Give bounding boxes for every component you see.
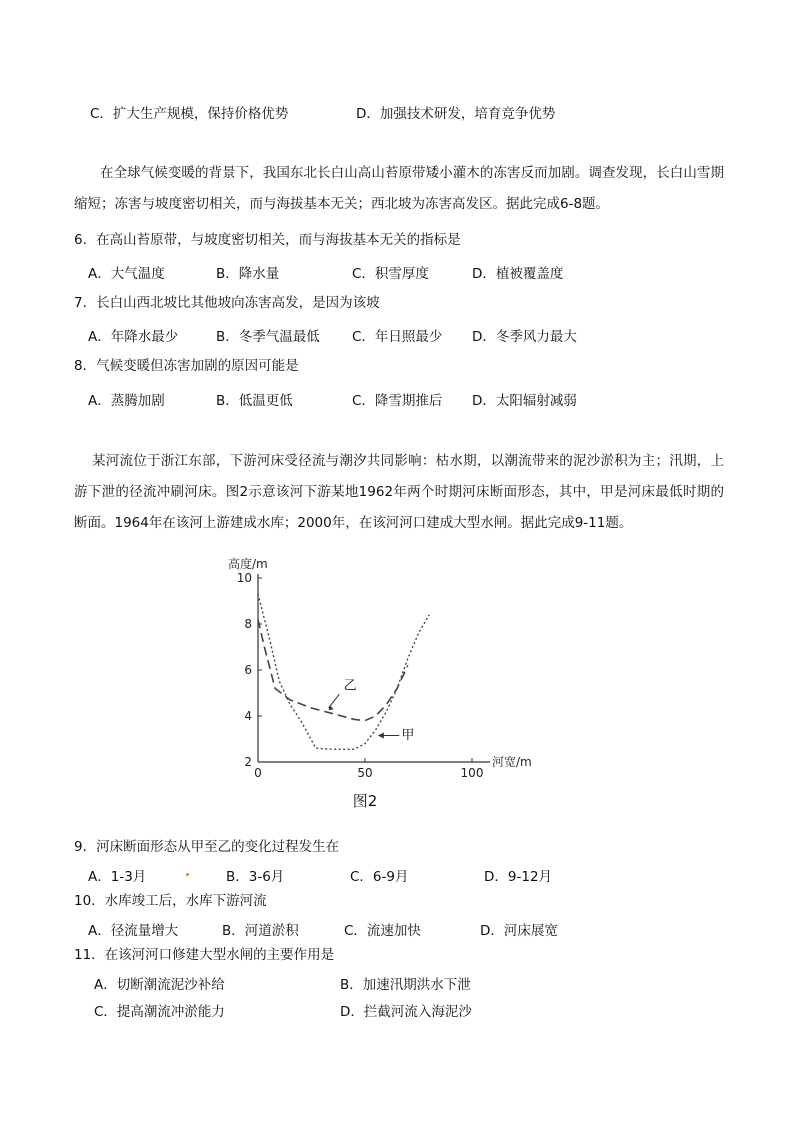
figure-caption: 图2	[352, 792, 378, 810]
q9-option-a: A．1-3月	[88, 869, 147, 885]
q7-option-d: D．冬季风力最大	[472, 329, 577, 345]
q11-option-d: D．拦截河流入海泥沙	[340, 1004, 472, 1020]
q8-option-a: A．蒸腾加剧	[88, 393, 165, 409]
y-tick-label: 8	[244, 617, 252, 631]
q6-option-b: B．降水量	[216, 266, 280, 282]
q9-option-b: B．3-6月	[226, 869, 285, 885]
y-tick-label: 2	[244, 755, 252, 769]
q7-option-b: B．冬季气温最低	[216, 329, 320, 345]
orange-dot-mark	[186, 873, 189, 876]
arrow-jia	[378, 733, 384, 739]
y-axis-label: 高度/m	[228, 557, 268, 571]
q7-stem: 7．长白山西北坡比其他坡向冻害高发，是因为该坡	[74, 295, 380, 311]
passage-2: 某河流位于浙江东部，下游河床受径流与潮汐共同影响：枯水期，以潮流带来的泥沙淤积为主；汛期，上游下泄的径流冲刷河床。图2示意该河下游某地1962年两个时期河床断面形态，其中，甲是河床最低时期的断面。1964年在该河上游建成水库；2000年，在该河河口建成大型水闸。据此完成9-11题。	[74, 453, 724, 531]
q6-stem: 6．在高山苔原带，与坡度密切相关，而与海拔基本无关的指标是	[74, 232, 461, 248]
q9-option-d: D．9-12月	[484, 869, 553, 885]
series-label-jia: 甲	[401, 728, 415, 743]
q7-option-c: C．年日照最少	[352, 329, 443, 345]
y-tick-label: 10	[236, 571, 252, 585]
river-cross-section-chart	[220, 550, 532, 820]
y-tick-label: 6	[244, 663, 252, 677]
series-label-yi: 乙	[343, 678, 357, 694]
q6-option-a: A．大气温度	[88, 266, 165, 282]
q11-option-a: A．切断潮流泥沙补给	[94, 977, 225, 993]
passage-1: 在全球气候变暖的背景下，我国东北长白山高山苔原带矮小灌木的冻害反而加剧。调查发现，长白山雪期缩短；冻害与坡度密切相关，而与海拔基本无关；西北坡为冻害高发区。据此完成6-8题。	[74, 165, 724, 212]
x-axis-label: 河宽/m	[492, 755, 532, 769]
q10-option-d: D．河床展宽	[480, 923, 558, 939]
x-tick-label: 100	[460, 766, 484, 780]
q10-option-c: C．流速加快	[344, 923, 421, 939]
q8-option-b: B．低温更低	[216, 393, 293, 409]
q10-option-a: A．径流量增大	[88, 923, 179, 939]
q10-stem: 10．水库竣工后，水库下游河流	[74, 893, 267, 909]
q8-option-c: C．降雪期推后	[352, 393, 443, 409]
x-tick-label: 50	[357, 766, 373, 780]
q10-option-b: B．河道淤积	[222, 923, 299, 939]
y-tick-label: 4	[244, 709, 252, 723]
series-line-yi	[258, 619, 408, 720]
q6-option-d: D．植被覆盖度	[472, 266, 564, 282]
q11-option-b: B．加速汛期洪水下泄	[340, 977, 471, 993]
series-line-jia	[258, 594, 429, 749]
q7-option-a: A．年降水最少	[88, 329, 179, 345]
q9-option-c: C．6-9月	[350, 869, 409, 885]
q8-option-d: D．太阳辐射减弱	[472, 393, 577, 409]
q8-stem: 8．气候变暖但冻害加剧的原因可能是	[74, 358, 299, 374]
q9-stem: 9．河床断面形态从甲至乙的变化过程发生在	[74, 839, 340, 855]
q5-option-c: C．扩大生产规模，保持价格优势	[90, 106, 289, 122]
q6-option-c: C．积雪厚度	[352, 266, 429, 282]
arrow-yi	[329, 705, 334, 710]
q5-option-d: D．加强技术研发，培育竞争优势	[356, 106, 556, 122]
x-tick-label: 0	[254, 766, 262, 780]
q11-option-c: C．提高潮流冲淤能力	[94, 1004, 225, 1020]
q11-stem: 11．在该河河口修建大型水闸的主要作用是	[74, 947, 335, 963]
